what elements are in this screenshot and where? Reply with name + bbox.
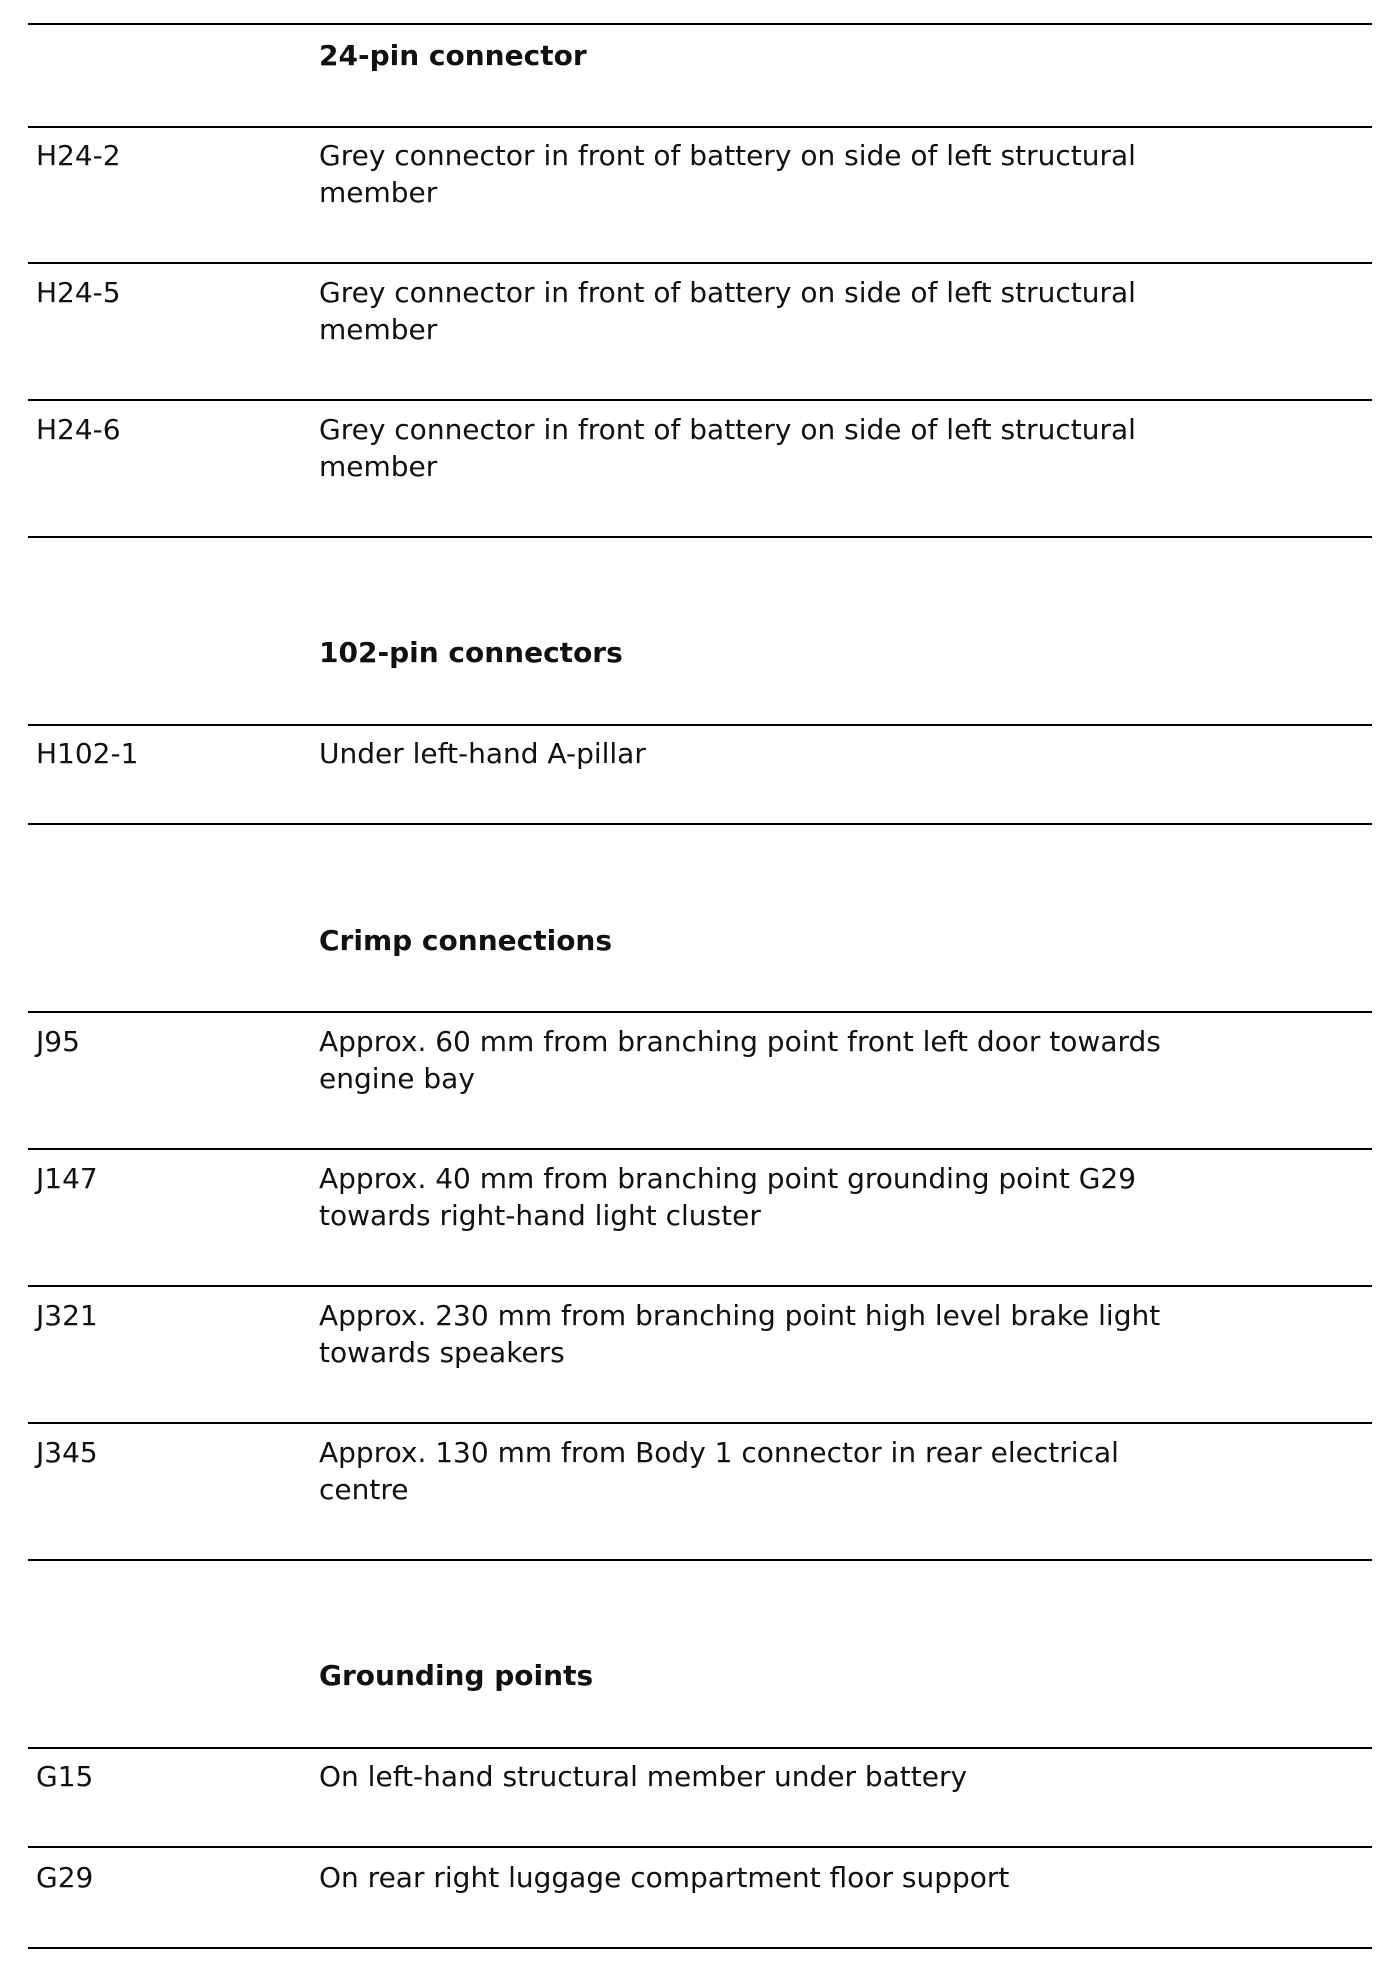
ground-code: G15 bbox=[36, 1760, 94, 1793]
connector-code: H24-5 bbox=[36, 276, 121, 309]
table-rule bbox=[28, 1846, 1372, 1848]
connector-code: H24-6 bbox=[36, 413, 121, 446]
crimp-location: Approx. 60 mm from branching point front left door towards engine bay bbox=[319, 1025, 1161, 1095]
crimp-code: J345 bbox=[36, 1436, 98, 1469]
connector-code: H24-2 bbox=[36, 139, 121, 172]
section-heading: 102-pin connectors bbox=[319, 636, 623, 669]
section-heading: 24-pin connector bbox=[319, 39, 587, 72]
section-heading: Crimp connections bbox=[319, 924, 613, 957]
crimp-location: Approx. 130 mm from Body 1 connector in rear electrical centre bbox=[319, 1436, 1119, 1506]
crimp-location: Approx. 40 mm from branching point grounding point G29 towards right-hand light cluster bbox=[319, 1162, 1137, 1232]
table-rule bbox=[28, 1559, 1372, 1561]
crimp-code: J95 bbox=[36, 1025, 80, 1058]
connector-location: Grey connector in front of battery on side of left structural member bbox=[319, 139, 1136, 209]
table-rule bbox=[28, 262, 1372, 264]
crimp-code: J147 bbox=[36, 1162, 98, 1195]
table-rule bbox=[28, 1422, 1372, 1424]
crimp-code: J321 bbox=[36, 1299, 98, 1332]
table-rule bbox=[28, 1011, 1372, 1013]
table-rule bbox=[28, 724, 1372, 726]
crimp-location: Approx. 230 mm from branching point high level brake light towards speakers bbox=[319, 1299, 1161, 1369]
table-rule bbox=[28, 1148, 1372, 1150]
connector-location: Grey connector in front of battery on side of left structural member bbox=[319, 276, 1136, 346]
table-rule bbox=[28, 536, 1372, 538]
table-rule bbox=[28, 823, 1372, 825]
ground-location: On rear right luggage compartment floor support bbox=[319, 1861, 1010, 1894]
table-rule bbox=[28, 126, 1372, 128]
connector-code: H102-1 bbox=[36, 737, 139, 770]
table-rule bbox=[28, 23, 1372, 25]
connector-location: Under left-hand A-pillar bbox=[319, 737, 646, 770]
table-rule bbox=[28, 399, 1372, 401]
ground-location: On left-hand structural member under battery bbox=[319, 1760, 968, 1793]
connector-location: Grey connector in front of battery on side of left structural member bbox=[319, 413, 1136, 483]
ground-code: G29 bbox=[36, 1861, 94, 1894]
section-heading: Grounding points bbox=[319, 1659, 594, 1692]
table-rule bbox=[28, 1947, 1372, 1949]
table-rule bbox=[28, 1285, 1372, 1287]
table-rule bbox=[28, 1747, 1372, 1749]
